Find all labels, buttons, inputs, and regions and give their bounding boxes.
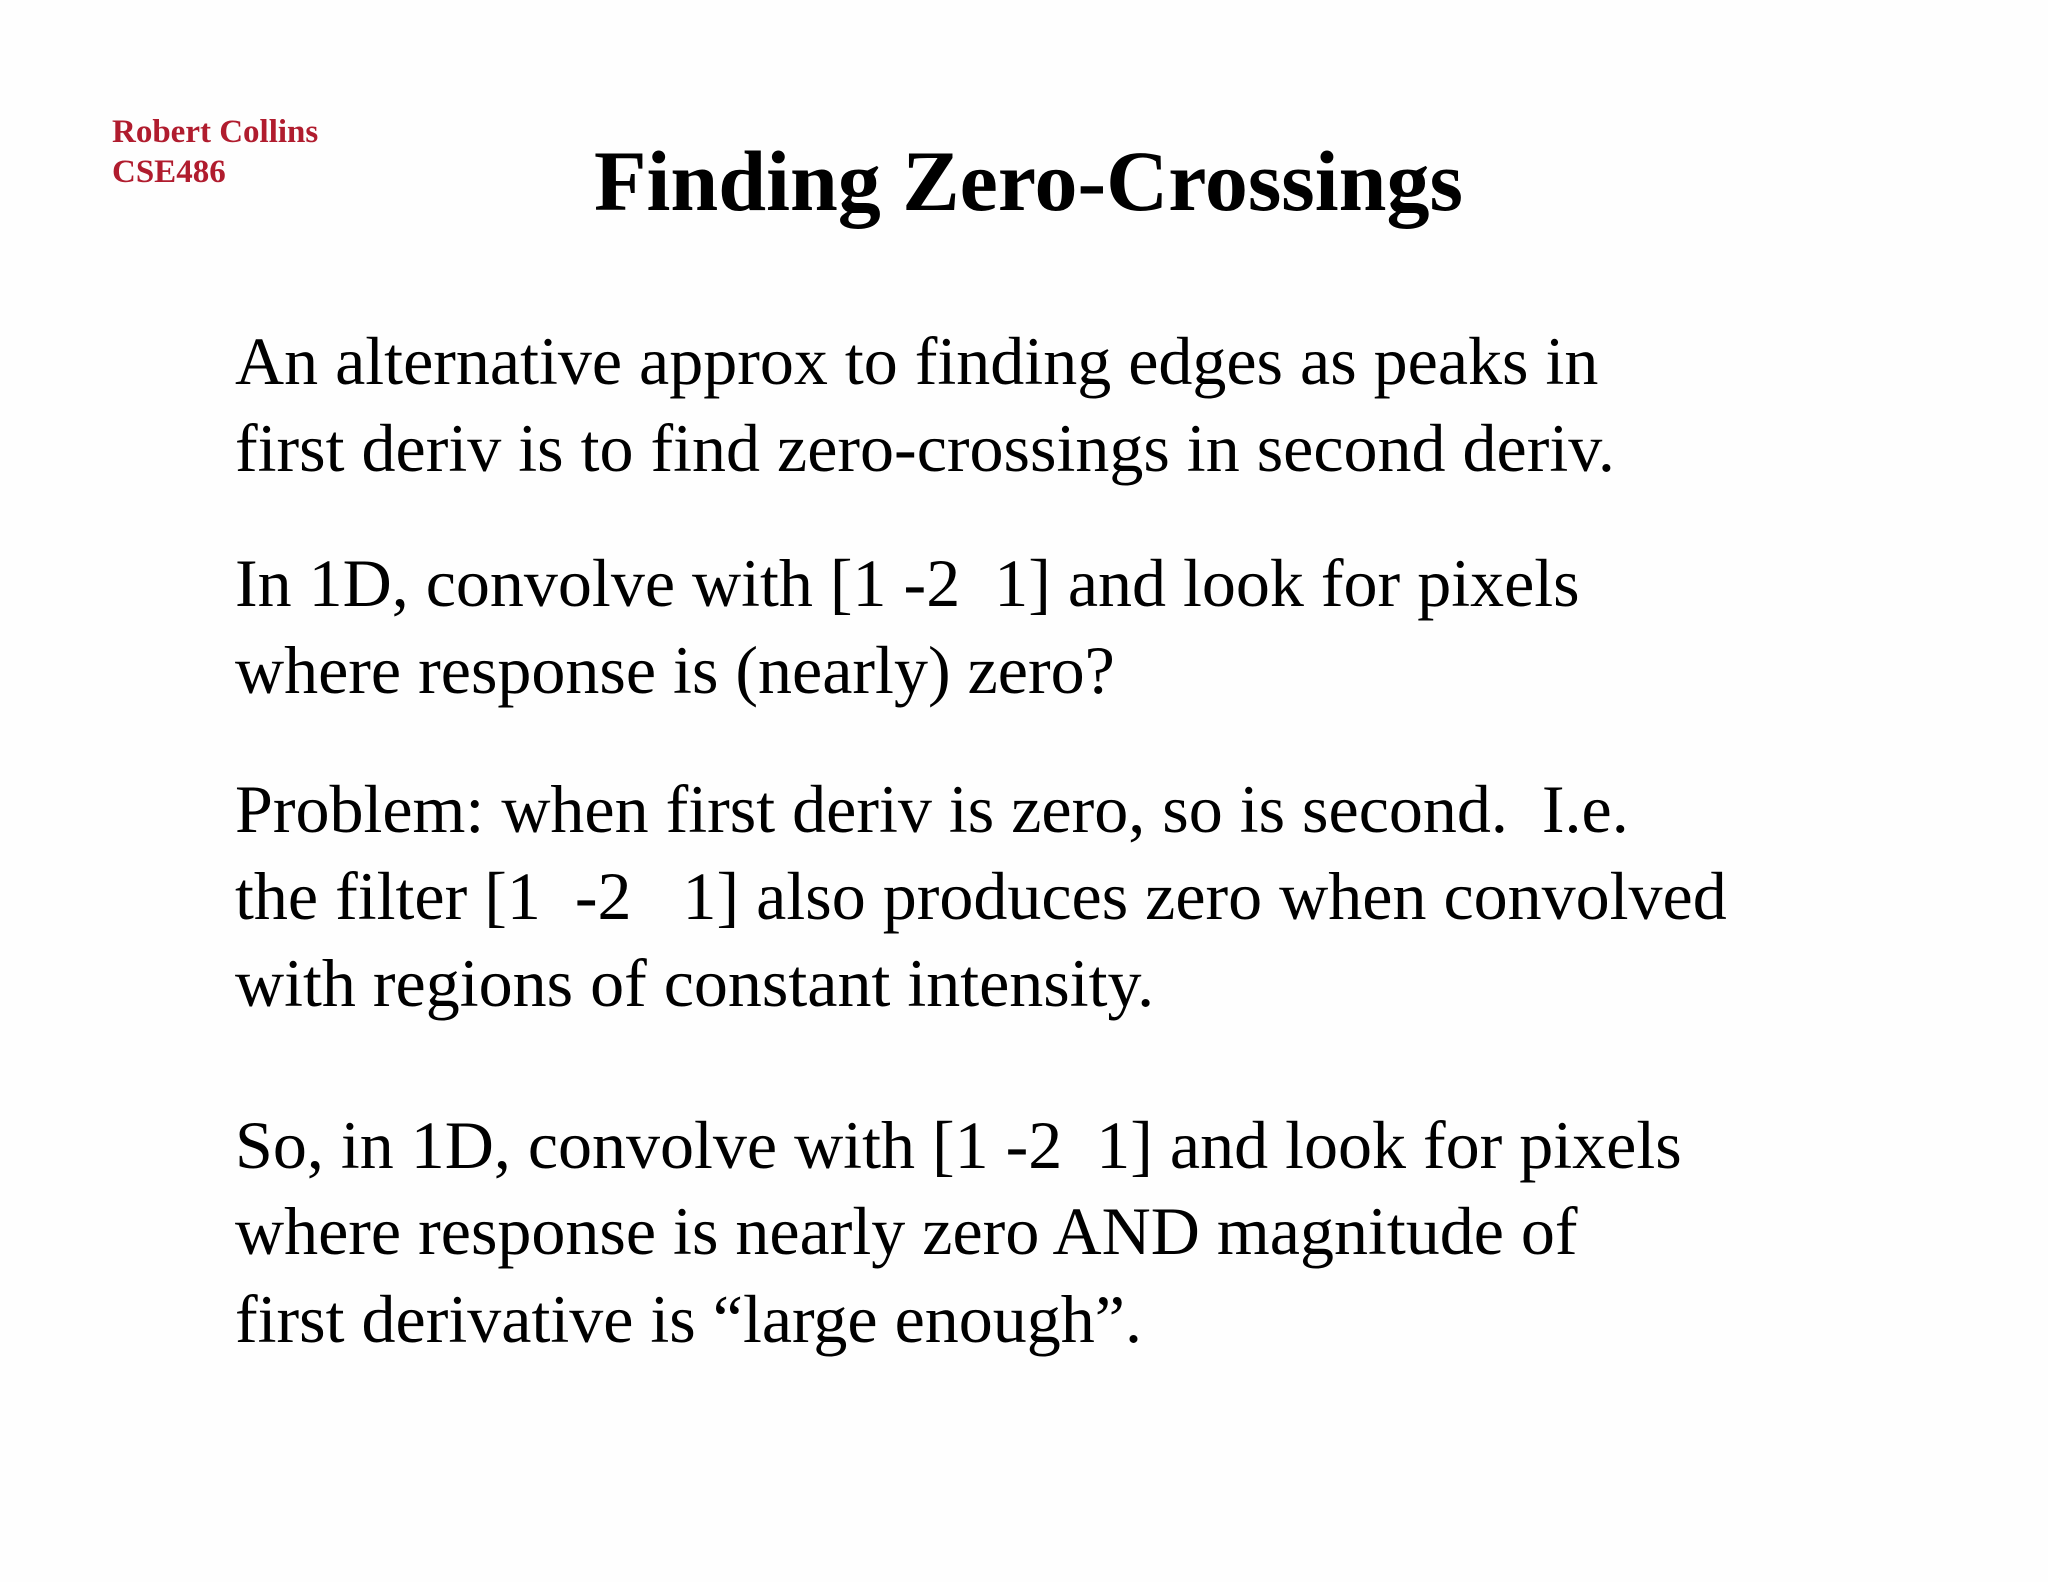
text-line: So, in 1D, convolve with [1 -2 1] and look for pixels [235,1107,1682,1183]
author-name: Robert Collins [112,114,319,150]
text-line: with regions of constant intensity. [235,945,1155,1021]
text-line: An alternative approx to finding edges as peaks in [235,323,1599,399]
text-line: where response is nearly zero AND magnitude of [235,1193,1578,1269]
text-line: In 1D, convolve with [1 -2 1] and look for pixels [235,545,1580,621]
text-line: Problem: when first deriv is zero, so is second. I.e. [235,771,1629,847]
slide-title: Finding Zero-Crossings [594,133,1463,229]
text-line: where response is (nearly) zero? [235,632,1115,708]
course-code: CSE486 [112,154,226,190]
text-line: first deriv is to find zero-crossings in second deriv. [235,410,1615,486]
text-line: the filter [1 -2 1] also produces zero when convolved [235,858,1727,934]
text-line: first derivative is “large enough”. [235,1281,1142,1357]
